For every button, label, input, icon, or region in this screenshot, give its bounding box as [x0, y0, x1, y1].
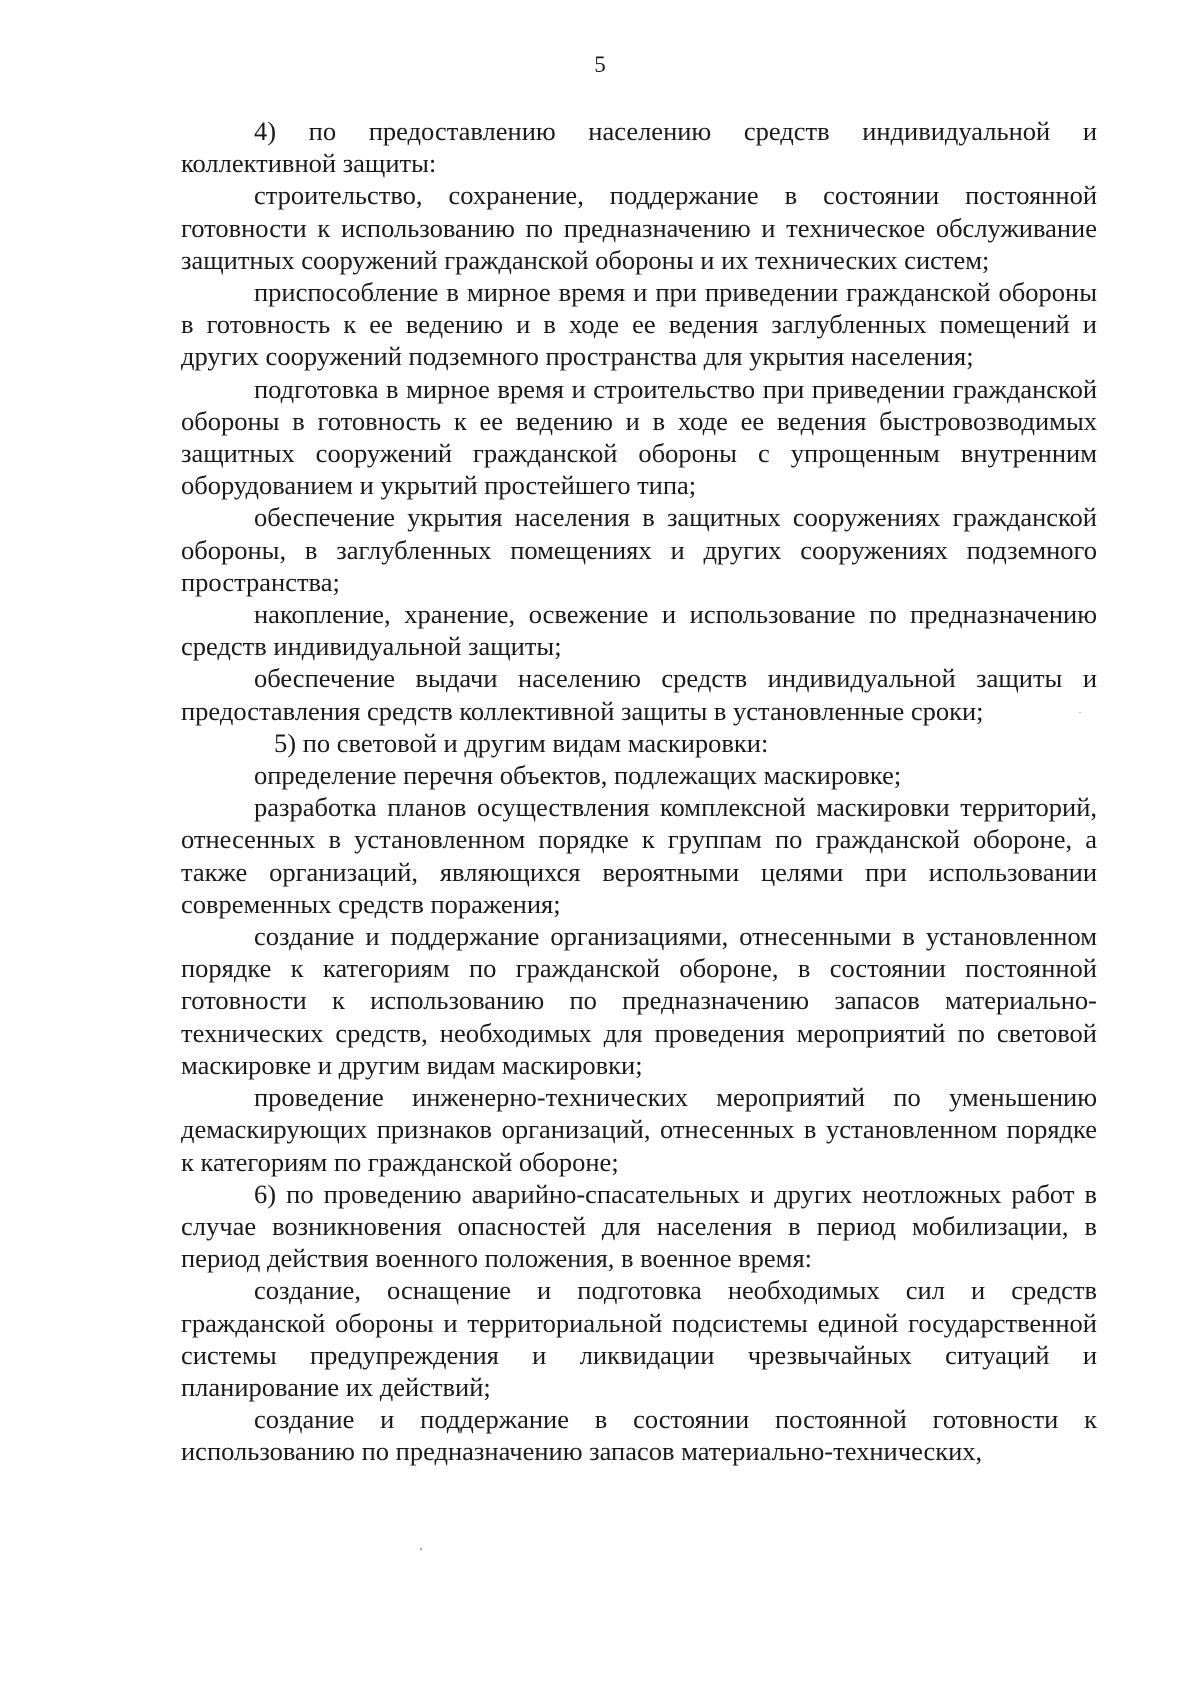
paragraph-ppe-storage: накопление, хранение, освежение и использование по предназначению средств индивидуальной защиты;: [181, 599, 1097, 662]
paragraph-masking-objects: определение перечня объектов, подлежащих маскировке;: [254, 760, 902, 791]
paragraph-population-sheltering: обеспечение укрытия населения в защитных сооружениях гражданской обороны, в заглубленных помещениях и других сооружениях подземного пространства;: [181, 502, 1097, 597]
scan-speck: [420, 1548, 422, 1550]
paragraph-masking-plans: разработка планов осуществления комплексной маскировки территорий, отнесенных в установленном порядке к группам по гражданской обороне, а также организаций, являющихся вероятными целями при использовании современных средств поражения;: [181, 792, 1097, 919]
paragraph-material-reserves: создание и поддержание в состоянии постоянной готовности к использованию по предназначению запасов материально-технических,: [181, 1404, 1097, 1467]
paragraph-rapid-shelters: подготовка в мирное время и строительство при приведении гражданской обороны в готовность к ее ведению и в ходе ее ведения быстровозводимых защитных сооружений гражданской обороны с упрощенным внутренним оборудованием и укрытий простейшего типа;: [181, 373, 1097, 501]
paragraph-shelter-construction: строительство, сохранение, поддержание в состоянии постоянной готовности к использованию по предназначению и техническое обслуживание защитных сооружений гражданской обороны и их технических систем;: [181, 180, 1097, 275]
paragraph-underground-adaptation: приспособление в мирное время и при приведении гражданской обороны в готовность к ее ведению и в ходе ее ведения заглубленных помещений и других сооружений подземного пространства для укрытия населения;: [181, 277, 1097, 372]
document-body: [181, 115, 1097, 1468]
paragraph-forces-preparation: создание, оснащение и подготовка необходимых сил и средств гражданской обороны и территориальной подсистемы единой государственной системы предупреждения и ликвидации чрезвычайных ситуаций и планирование их действий;: [181, 1275, 1097, 1402]
paragraph-item-4: 4) по предоставлению населению средств индивидуальной и коллективной защиты:: [181, 116, 1097, 179]
page-number: 5: [594, 52, 606, 77]
scan-speck: [1079, 712, 1081, 713]
paragraph-ppe-distribution: обеспечение выдачи населению средств индивидуальной защиты и предоставления средств коллективной защиты в установленные сроки;: [181, 663, 1097, 726]
paragraph-item-5: 5) по световой и другим видам маскировки:: [274, 727, 769, 758]
paragraph-demasking-reduction: проведение инженерно-технических мероприятий по уменьшению демаскирующих признаков организаций, отнесенных в установленном порядке к категориям по гражданской обороне;: [181, 1082, 1097, 1177]
paragraph-masking-reserves: создание и поддержание организациями, отнесенными в установленном порядке к категориям по гражданской обороне, в состоянии постоянной готовности к использованию по предназначению запасов материально-технических средств, необходимых для проведения мероприятий по световой маскировке и другим видам маскировки;: [181, 921, 1097, 1080]
paragraph-item-6: 6) по проведению аварийно-спасательных и других неотложных работ в случае возникновения опасностей для населения в период мобилизации, в период действия военного положения, в военное время:: [181, 1178, 1097, 1274]
